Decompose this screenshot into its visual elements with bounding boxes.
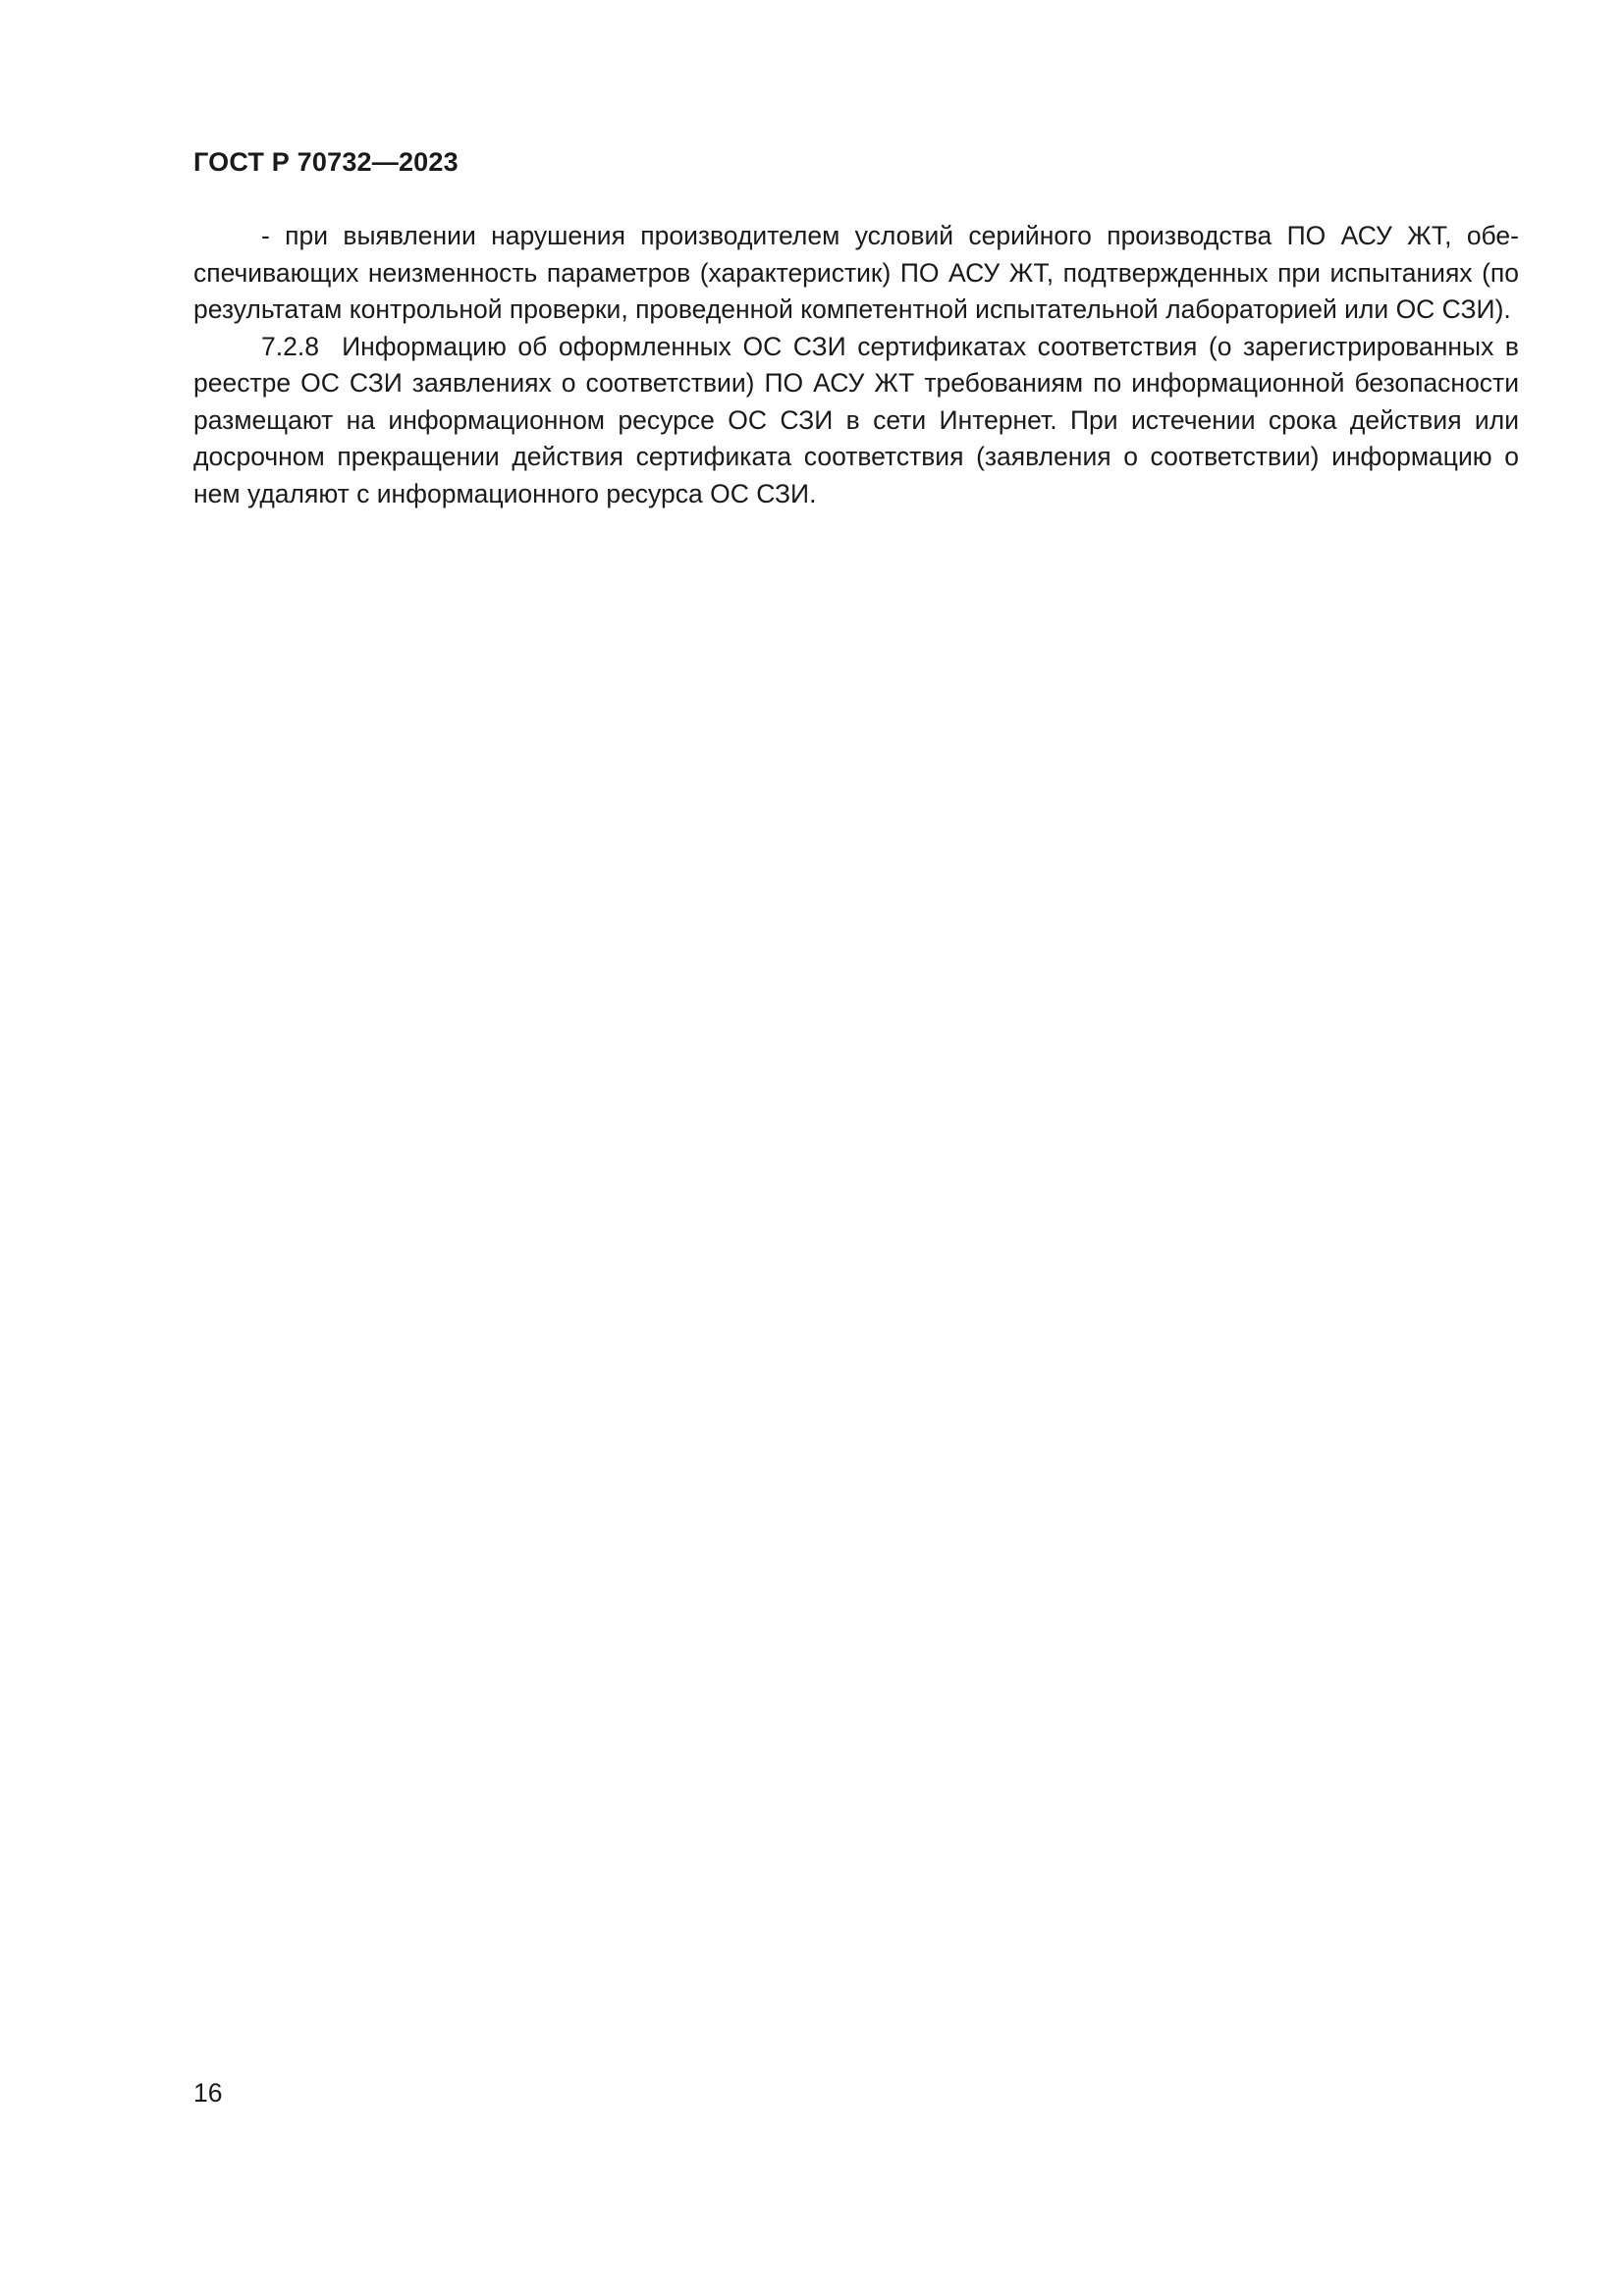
document-body xyxy=(193,218,1519,512)
document-code: ГОСТ Р 70732—2023 xyxy=(193,147,459,177)
page-number: 16 xyxy=(193,2078,223,2108)
paragraph-7-2-8: 7.2.8 Информацию об оформленных ОС СЗИ сертификатах соответствия (о зарегистрированных в реестре ОС СЗИ заявлениях о соответствии) ПО АСУ ЖТ требованиям по информационной безопасности размещают на информационном ресурсе ОС СЗИ в сети Интернет. При истечении срока действия или досрочном прекращении действия сертификата соответствия (заявления о соответствии) информацию о нем удаляют с информационного ресурса ОС СЗИ. xyxy=(193,331,1519,508)
paragraph-bullet-violation: - при выявлении нарушения производителем условий серийного производства ПО АСУ ЖТ, обеспечивающих неизменность параметров (характеристик) ПО АСУ ЖТ, подтвержденных при испытаниях (по результатам контрольной проверки, проведенной компетентной испытательной лабораторией или ОС СЗИ). xyxy=(193,221,1519,324)
